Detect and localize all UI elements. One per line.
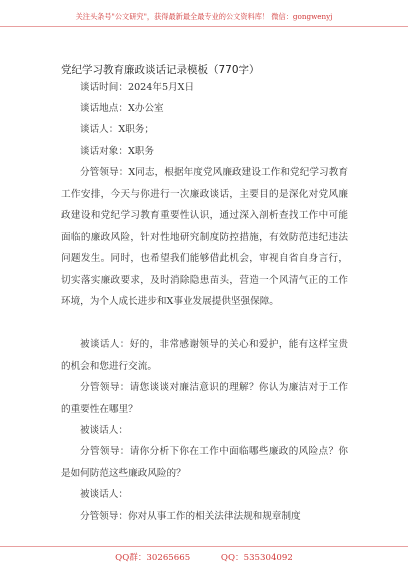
meta-time: 谈话时间：2024年5月X日 [80, 82, 195, 93]
dialogue-paragraph-2: 被谈话人：好的，非常感谢领导的关心和爱护，能有这样宝贵的机会和您进行交流。 [61, 339, 348, 372]
dialogue-paragraph-1: 分管领导：X同志，根据年度党风廉政建设工作和党纪学习教育工作安排，今天与你进行一次廉政谈话，主要目的是深化对党风廉政建设和党纪学习教育重要性认识，通过深入剖析查找工作中可能面临的廉政风险，针对性地研究制度防控措施，有效防范违纪违法问题发生。同时，也希望我们能够借此机会，审视自省自身言行，切实落实廉政要求，及时消除隐患苗头，营造一个风清气正的工作环境，为个人成长进步和X事业发展提供坚强保障。 [61, 167, 348, 307]
dialogue-paragraph-4: 被谈话人： [80, 425, 128, 436]
header-banner: 关注头条号"公文研究"，获得最新最全最专业的公文资料库！ 微信：gongwenyj [0, 12, 408, 27]
dialogue-paragraph-6: 被谈话人： [80, 489, 128, 500]
meta-place: 谈话地点：X办公室 [80, 103, 164, 114]
meta-target: 谈话对象：X职务 [80, 146, 154, 157]
meta-speaker: 谈话人：X职务； [80, 124, 154, 135]
dialogue-paragraph-7: 分管领导：你对从事工作的相关法律法规和规章制度 [80, 511, 301, 522]
dialogue-paragraph-5: 分管领导：请你分析下你在工作中面临哪些廉政的风险点？你是如何防范这些廉政风险的？ [61, 446, 348, 479]
footer-contacts [0, 546, 408, 563]
document-title: 党纪学习教育廉政谈话记录模板（770字） [61, 64, 260, 76]
dialogue-paragraph-3: 分管领导：请您谈谈对廉洁意识的理解？你认为廉洁对于工作的重要性在哪里？ [61, 382, 348, 415]
footer-qq: QQ：535304092 [220, 553, 293, 563]
footer-qq-group: QQ群：30265665 [115, 553, 191, 563]
